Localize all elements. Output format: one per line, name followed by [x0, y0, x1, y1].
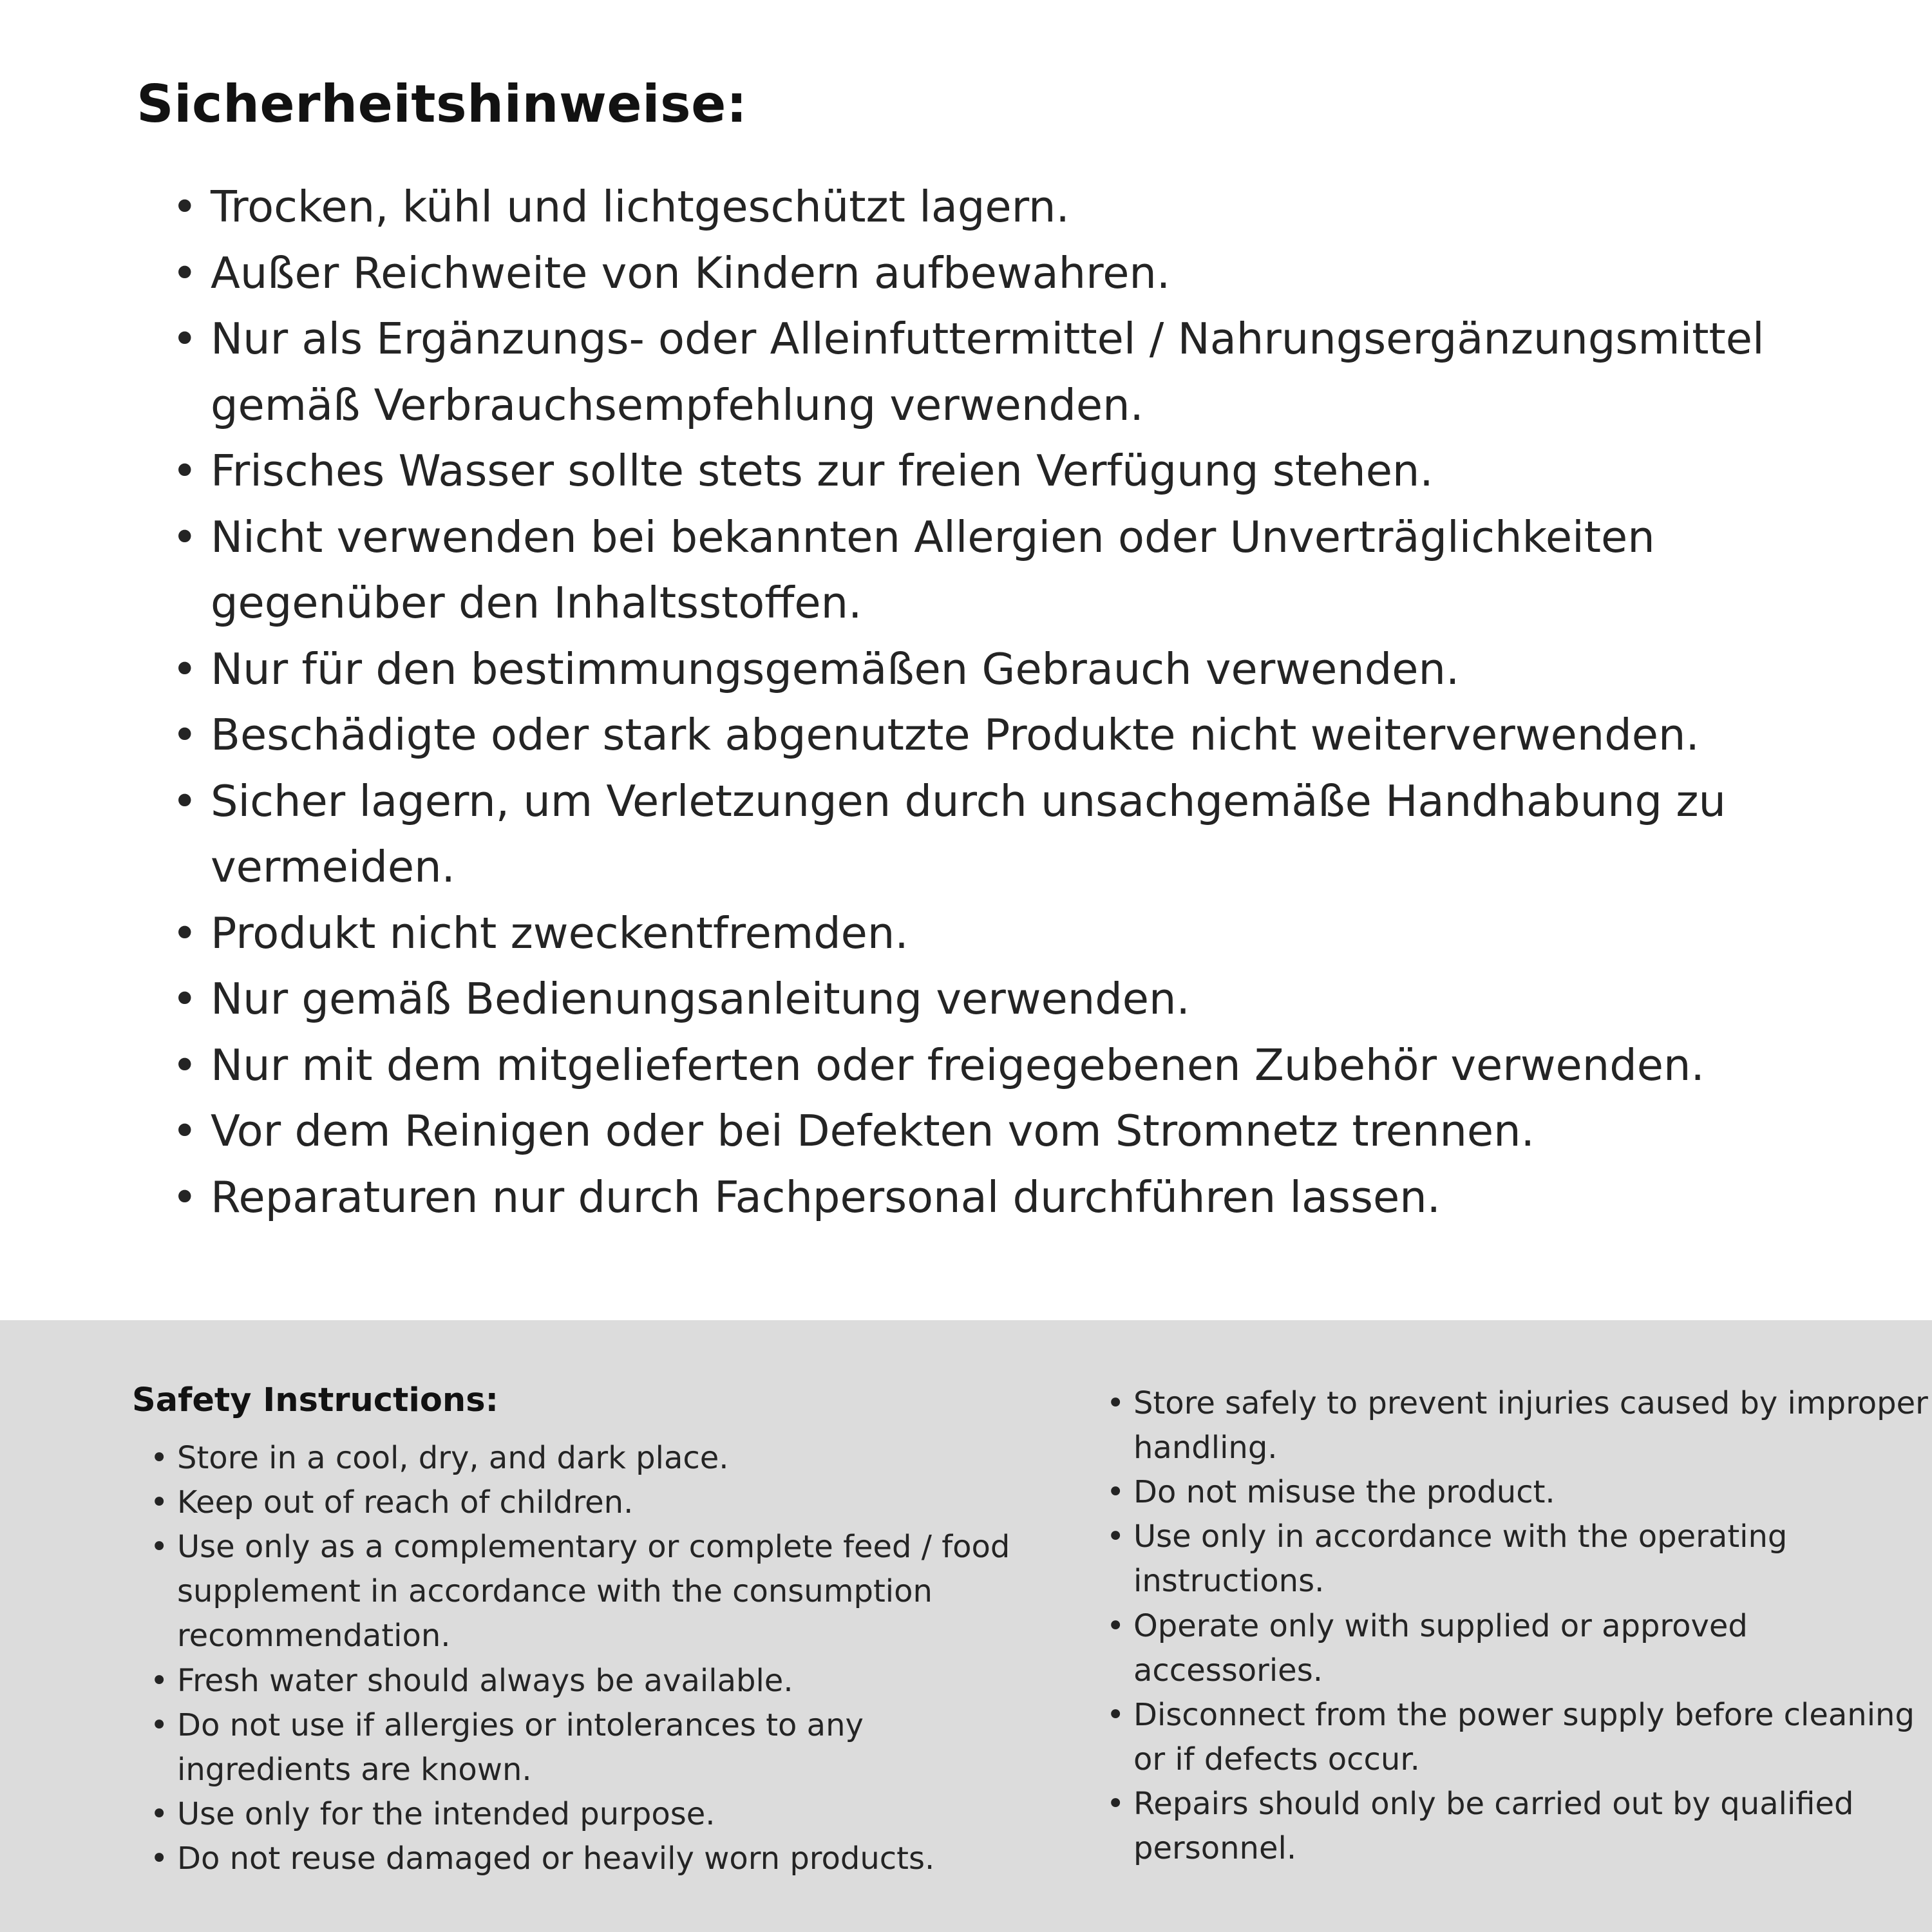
list-item: [150, 1481, 1014, 1525]
bullet: •: [172, 907, 198, 958]
bullet: •: [150, 1795, 169, 1832]
list-item-text: Außer Reichweite von Kindern aufbewahren.: [211, 247, 1171, 298]
bullet: •: [1106, 1607, 1125, 1644]
list-item: [150, 1792, 1014, 1837]
bullet: •: [150, 1840, 169, 1877]
list-item-text: Produkt nicht zweckentfremden.: [211, 907, 909, 958]
list-item: [172, 1164, 1835, 1231]
list-item-text: Sicher lagern, um Verletzungen durch unsachgemäße Handhabung zu vermeiden.: [211, 775, 1727, 892]
list-item-text: Do not use if allergies or intolerances to any ingredients are known.: [177, 1707, 864, 1788]
list-item-text: Do not reuse damaged or heavily worn products.: [177, 1840, 935, 1877]
list-item: [150, 1436, 1014, 1481]
list-item-text: Use only in accordance with the operating instructions.: [1133, 1519, 1788, 1600]
list-item: [150, 1525, 1014, 1658]
list-item: [1106, 1470, 1932, 1515]
list-item: [150, 1703, 1014, 1792]
list-item-text: Store safely to prevent injuries caused by improper handling.: [1133, 1385, 1928, 1466]
list-item-text: Use only for the intended purpose.: [177, 1795, 715, 1832]
list-item-text: Nicht verwenden bei bekannten Allergien oder Unverträglichkeiten gegenüber den Inhaltsstoffen.: [211, 511, 1655, 628]
list-item-text: Reparaturen nur durch Fachpersonal durchführen lassen.: [211, 1171, 1441, 1222]
german-safety-list: [137, 174, 1835, 1230]
bullet: •: [172, 446, 198, 496]
list-item: [1106, 1693, 1932, 1782]
english-left-column: [132, 1381, 1014, 1932]
list-item-text: Store in a cool, dry, and dark place.: [177, 1440, 729, 1476]
list-item: [172, 306, 1835, 438]
list-item: [172, 966, 1835, 1032]
english-safety-list-right: [1088, 1381, 1932, 1871]
bullet: •: [172, 247, 198, 298]
list-item-text: Repairs should only be carried out by qualified personnel.: [1133, 1785, 1854, 1867]
english-right-column: [1088, 1381, 1932, 1932]
list-item: [172, 438, 1835, 504]
bullet: •: [172, 710, 198, 760]
bullet: •: [172, 182, 198, 232]
bullet: •: [1106, 1385, 1125, 1421]
bullet: •: [150, 1440, 169, 1476]
list-item-text: Nur mit dem mitgelieferten oder freigegebenen Zubehör verwenden.: [211, 1039, 1705, 1090]
english-title: Safety Instructions:: [132, 1381, 498, 1419]
bullet: •: [150, 1484, 169, 1521]
bullet: •: [172, 1106, 198, 1156]
english-safety-list-left: [132, 1436, 1014, 1881]
list-item: [1106, 1381, 1932, 1470]
bullet: •: [1106, 1519, 1125, 1555]
bullet: •: [1106, 1785, 1125, 1822]
bullet: •: [172, 775, 198, 826]
list-item-text: Nur für den bestimmungsgemäßen Gebrauch verwenden.: [211, 643, 1460, 694]
bullet: •: [172, 1039, 198, 1090]
list-item: [150, 1659, 1014, 1703]
list-item: [172, 636, 1835, 703]
list-item: [172, 240, 1835, 307]
list-item-text: Frisches Wasser sollte stets zur freien Verfügung stehen.: [211, 446, 1434, 496]
bullet: •: [172, 314, 198, 364]
list-item: [172, 174, 1835, 240]
bullet: •: [150, 1529, 169, 1566]
list-item-text: Keep out of reach of children.: [177, 1484, 634, 1521]
german-title: Sicherheitshinweise:: [137, 74, 748, 134]
bullet: •: [172, 511, 198, 562]
list-item: [172, 702, 1835, 768]
list-item-text: Nur als Ergänzungs- oder Alleinfuttermittel / Nahrungsergänzungsmittel gemäß Verbrauchsempfehlung verwenden.: [211, 314, 1765, 430]
list-item-text: Trocken, kühl und lichtgeschützt lagern.: [211, 182, 1070, 232]
list-item: [172, 504, 1835, 636]
list-item-text: Beschädigte oder stark abgenutzte Produkte nicht weiterverwenden.: [211, 710, 1700, 760]
list-item-text: Do not misuse the product.: [1133, 1474, 1555, 1511]
list-item-text: Vor dem Reinigen oder bei Defekten vom Stromnetz trennen.: [211, 1106, 1535, 1156]
list-item: [1106, 1515, 1932, 1604]
list-item: [1106, 1782, 1932, 1871]
bullet: •: [150, 1707, 169, 1743]
list-item: [150, 1837, 1014, 1881]
bullet: •: [150, 1662, 169, 1699]
list-item-text: Fresh water should always be available.: [177, 1662, 793, 1699]
bullet: •: [172, 643, 198, 694]
bullet: •: [172, 1171, 198, 1222]
list-item-text: Nur gemäß Bedienungsanleitung verwenden.: [211, 974, 1190, 1024]
list-item: [172, 900, 1835, 967]
list-item: [1106, 1604, 1932, 1693]
bullet: •: [1106, 1474, 1125, 1511]
english-section: [0, 1320, 1932, 1932]
bullet: •: [172, 974, 198, 1024]
list-item: [172, 1098, 1835, 1164]
list-item-text: Disconnect from the power supply before cleaning or if defects occur.: [1133, 1696, 1915, 1777]
bullet: •: [1106, 1696, 1125, 1733]
list-item: [172, 1032, 1835, 1099]
list-item: [172, 768, 1835, 900]
list-item-text: Operate only with supplied or approved accessories.: [1133, 1607, 1748, 1689]
list-item-text: Use only as a complementary or complete feed / food supplement in accordance with the consumption recommendation.: [177, 1529, 1010, 1654]
